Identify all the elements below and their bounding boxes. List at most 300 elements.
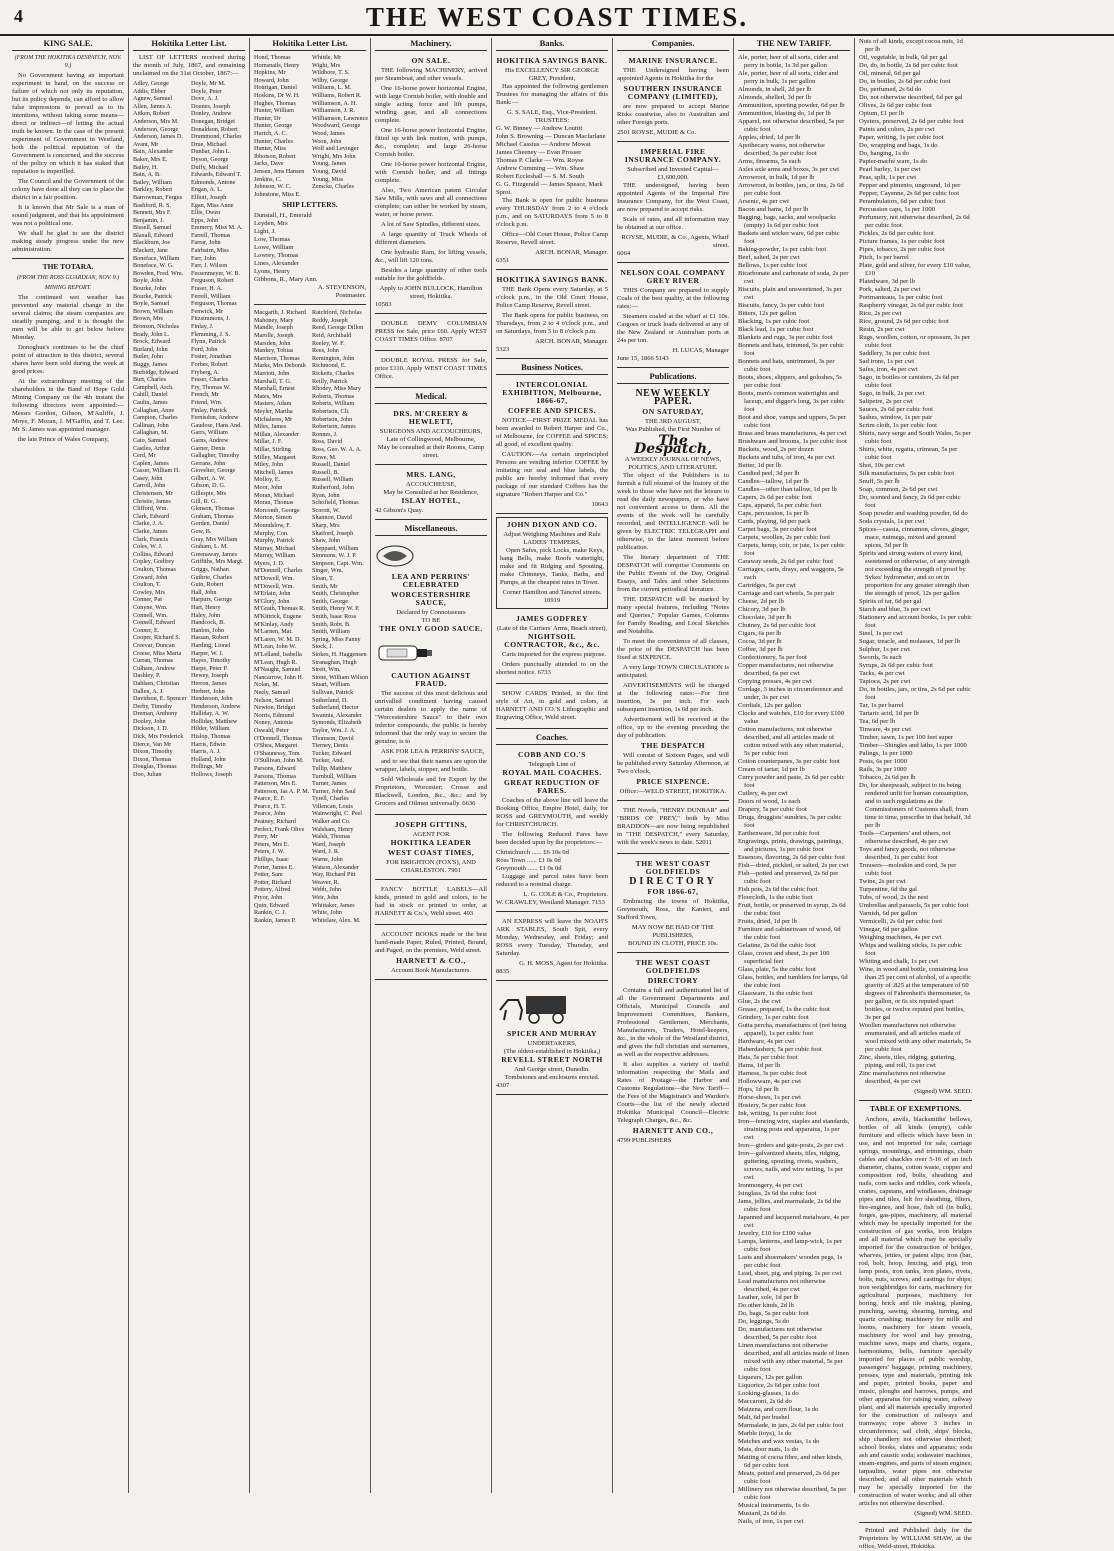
list-item: Hourigan, Daniel (254, 84, 297, 92)
press-ad (375, 354, 487, 388)
list-item: Hayes, Timothy (191, 657, 231, 665)
tariff-item: Harness, 3s per cubic foot (738, 1070, 807, 1077)
tariff-item: Caps, percussion, 1s per lb (738, 510, 809, 517)
tariff-item: Raspberry vinegar, 2s 6d per cubic foot (859, 302, 963, 309)
tariff-item: Umbrellas and parasols, 5s per cubic foot (859, 902, 969, 909)
list-item: Farrar, John (191, 239, 221, 247)
tariff-item: Glassware, 1s the cubic foot (738, 990, 813, 997)
list-item: Marshall, Ernest (254, 385, 295, 393)
paragraph: The object of the Publishers is to furnish a full résumé of the history of the week to those who have not the leisure to read the daily newspapers, or who have not convenient access to them. All the events of the week will be carefully recorded, and INTELLIGENCE will be given by ELECTRIC TELEGRAPH and otherwise, to the latest moment before publication. (617, 472, 729, 551)
list-item: Fraser, Charles (191, 376, 229, 384)
list-item: Neely, Samuel (254, 688, 291, 696)
list-item: Ellis, Owen (191, 209, 221, 217)
list-item: Finlay, Patrick (191, 406, 228, 414)
ad-number: 5323 (496, 346, 510, 353)
list-item: Clarke, J. A. (133, 520, 164, 528)
ad-title: HOKITIKA SAVINGS BANK. (496, 275, 608, 284)
list-item: G. G. Fitzgerald — James Speace, Mark Sprot. (496, 181, 603, 196)
tariff-item: Drugs, druggists' sundries, 3s per cubic foot (738, 814, 842, 829)
list-item: Smith, Christopher (312, 590, 360, 598)
tariff-item: Varnish, 6d per gallon (859, 910, 918, 917)
list-item: Campbell, Arch. (133, 383, 174, 391)
tariff-item: Sago, in bulk, 2s per cwt (859, 390, 925, 397)
column-tariff-2 (855, 38, 976, 1550)
ad-title: JOSEPH GITTINS, (394, 820, 468, 829)
dixon-ad (496, 517, 608, 609)
tariff-item: Carriages, carts, drays, and waggons, 5s each (738, 566, 844, 581)
tariff-item: Do, in bottles, jars, or tins, 2s 6d per cubic foot (859, 686, 971, 701)
list-item: Farr, John (191, 254, 216, 262)
list-item: Marriott, John (254, 370, 290, 378)
list-item: Smith, Mr (312, 582, 338, 590)
ad-line: WEST COAST TIMES, (387, 848, 475, 857)
list-item: Benjamin, J. (133, 216, 165, 224)
list-item: M'Lean, John W. (254, 643, 297, 651)
tariff-item: Japanned and lacquered metalware, 4s per cwt (738, 1214, 850, 1229)
list-item: Cowley, Mrs (133, 588, 165, 596)
list-item: Watson, Alexander (312, 863, 359, 871)
column-companies (613, 38, 734, 1493)
ad-title: MARINE INSURANCE. (628, 56, 718, 65)
paragraph: To meet the convenience of all classes, the price of the DESPATCH has been fixed at SIXPENCE. (617, 638, 729, 661)
ad-title: COBB AND CO.'S (518, 750, 586, 759)
list-item: Reeley, W. F. (312, 339, 345, 347)
list-item: Turner, James (312, 780, 347, 788)
ad-title: HOKITIKA SAVINGS BANK. (496, 56, 608, 65)
ad-line: (Late of the Carriers' Arms, Beach street), (496, 625, 608, 632)
list-item: Reed, George Dillon (312, 324, 364, 332)
list-item: M'Dowell, Wm. (254, 575, 295, 583)
list-item: M'Kinlay, Andy (254, 620, 294, 628)
list-item: Farr, J. Wilson (191, 262, 228, 270)
tariff-item: Timber, sawn, 1s per 100 feet super (859, 734, 953, 741)
tariff-item: Glass, plate, 5s the cubic foot (738, 966, 816, 973)
list-item: Coulton, T. (133, 581, 161, 589)
tariff-item: Lasts and shoemakers' wooden pegs, 1s per cubic foot (738, 1254, 843, 1269)
ad-line: Account Book Manufacturers. (390, 967, 472, 974)
list-item: Fenwick, Mr (191, 307, 223, 315)
list-item: Hoskins, Dr W. H. (254, 91, 300, 99)
list-item: James Cheeney — Evan Prosser (496, 149, 582, 156)
list-item: Graham, L. M. (191, 543, 228, 551)
tariff-item: Saltpetre, 2s per cwt (859, 398, 913, 405)
ad-body: Scale of rates, and all information may be obtained at our office. (617, 216, 729, 231)
tariff-item: Oil, mineral, 6d per gal (859, 70, 921, 77)
tariff-item: Glue, 2s the cwt (738, 998, 781, 1005)
list-item: Anderson, George (133, 125, 179, 133)
ad-title: IMPERIAL FIRE INSURANCE COMPANY. (624, 147, 722, 164)
tariff-item: Matches and wax vestas, 1s do (738, 1438, 820, 1445)
tariff-item: Chutney, 2s 6d per cubic foot (738, 622, 816, 629)
list-item: Henderson, John (191, 695, 233, 703)
list-item: Fryberg, A. (191, 368, 220, 376)
list-item: Ross, David (312, 438, 343, 446)
ad-body: NOTICE—FIRST PRIZE MEDAL has been awarded to Robert Harper and Co., of Melbourne, for COFFEE and SPICES; all good, of excellent quality. (496, 417, 608, 448)
ad-signature: ROYSE, MUDIE, & Co., Agents, Wharf street. (621, 234, 729, 249)
article-body (12, 294, 124, 434)
tariff-item: Picture frames, 1s per cubic foot (859, 238, 945, 245)
list-item: Fitzsimmons, J. (191, 315, 231, 323)
list-item: Patterson, Jas A. P. M. (254, 787, 310, 795)
tariff-item: Ink, writing, 1s per cubic foot (738, 1110, 817, 1117)
list-item: Peters, Mrs E. (254, 840, 290, 848)
list-item: Symonds, Elizabeth (312, 719, 362, 727)
list-item: Stranaghan, Hugh (312, 658, 357, 666)
list-item: Hornsnails, Henry (254, 61, 300, 69)
list-item: Morcomb, George (254, 506, 300, 514)
tariff-item: Looking-glasses, 1s do (738, 1390, 799, 1397)
list-item: Curran, Thomas (133, 657, 174, 665)
list-item: Smith, George (312, 597, 348, 605)
column-heading: Hokitika Letter List. (133, 38, 245, 51)
ad-line: DIRECTORY (647, 976, 699, 985)
press-ads (375, 317, 487, 388)
list-item: Way, Richard Pitt (312, 871, 356, 879)
list-item: Blackburn, Joe (133, 239, 171, 247)
tariff-item: Posts, 6s per 1000 (859, 758, 907, 765)
tariff-item: Opium, £1 per lb (859, 110, 905, 117)
list-item: Copley, Godfrey (133, 558, 175, 566)
list-item: Swannie, Alexander (312, 711, 362, 719)
list-item: Wildbore, T. S. (312, 69, 350, 77)
paragraph: One hydraulic Ram, for lifting vessels, &c., will lift 120 tons. (375, 249, 487, 264)
gittins-ad (375, 818, 487, 880)
ad-line: ISLAY HOTEL, (401, 496, 461, 505)
tariff-item: Copper manufactures, not otherwise described, 6s per cwt (738, 662, 834, 677)
list-item: Callaghan, Anne (133, 406, 175, 414)
list-item: Ford, John (191, 345, 218, 353)
tariff-item: Do, not otherwise described, 6d per gal (859, 94, 963, 101)
tariff-item: Candied peel, 3d per lb (738, 470, 800, 477)
ad-line: Adjust Weighing Machines and Rule LADIES' TEMPERS, (503, 531, 601, 546)
tariff-item: Arrowroot, in bulk, 1d per lb (738, 174, 815, 181)
list-item: M'Naught, Samuel (254, 666, 301, 674)
express-ad (496, 915, 608, 981)
ad-body: DOUBLE DEMY COLUMBIAN PRESS for Sale, price £60. Apply WEST COAST TIMES Office. 8707 (375, 320, 487, 343)
section-heading: Miscellaneous. (375, 523, 487, 536)
tariff-item: Cotton counterpanes, 3s per cubic foot (738, 758, 840, 765)
trustee-list (496, 125, 608, 197)
list-item: Barrowman, Fergus (133, 193, 183, 201)
tariff-item: Pitch, 1s per barrel (859, 254, 909, 261)
column-letter-list-1 (129, 38, 250, 1493)
tariff-item: Malt, 6d per bushel (738, 1414, 790, 1421)
tariff-item: Syrups, 2s 6d per cubic foot (859, 662, 933, 669)
ad-line: ON SATURDAY, (642, 407, 704, 416)
list-item: Lowrey, Thomas (254, 252, 299, 260)
divider (12, 258, 124, 259)
list-item: Castles, Arthur (133, 444, 171, 452)
list-item: Hughes, Thomas (254, 99, 296, 107)
tariff-item: Hollowware, 4s per cwt (738, 1078, 801, 1085)
despatch-ad (617, 387, 729, 801)
list-item: Griggs, Nathan (191, 566, 229, 573)
list-item: Conner, E. (133, 626, 160, 634)
ad-signature: L. G. COLE & Co., Proprietors. (523, 891, 608, 898)
list-item: Brown, Mrs (133, 315, 163, 323)
tariff-item: Axles axle arms and boxes, 3s per cwt (738, 166, 840, 173)
column-heading: Companies. (617, 38, 729, 51)
ad-body: Coaches of the above line will leave the Booking Office, Empire Hotel, daily, for ROSS and GREYMOUTH, and weekly for CHRISTCHURCH. (496, 797, 608, 828)
closing-line: the late Prince of Wales Company, (18, 436, 109, 443)
tariff-item: Zinc, sheets, tiles, ridging, guttering, piping, and roll, 1s per cwt (859, 1054, 956, 1069)
tariff-item: Marble (toys), 1s do (738, 1430, 792, 1437)
list-item: Russell, William (312, 476, 354, 484)
list-item: Bissell, Samuel (133, 224, 172, 232)
list-item: Howard, John (254, 76, 289, 84)
list-item: Tullip, Matthew (312, 764, 352, 772)
tariff-item: Almonds, in shell, 2d per lb (738, 86, 812, 93)
tariff-item: Spirits of tar, 6d per gal (859, 598, 922, 605)
list-item: Hall, John (191, 588, 217, 596)
list-item: Johnson, W. C. (254, 183, 292, 191)
list-item: Conner, Pat (133, 596, 162, 604)
list-item: Baker, Mrs E. (133, 155, 168, 163)
list-item: M'Glory, John (254, 597, 290, 605)
tariff-item: Hosiery, 5s per cubic foot (738, 1102, 806, 1109)
tariff-item: Tartaric acid, 1d per lb (859, 710, 919, 717)
list-item: Hollows, Joseph (191, 771, 232, 779)
list-item: Bain, A. B. (133, 171, 161, 179)
list-item: Millar, J. F. (254, 438, 283, 446)
tariff-item: Furniture and cabinetware of wood, 6d the cubic foot (738, 926, 841, 941)
list-item: Fairbairn, Miss (191, 247, 229, 255)
list-item: Nelson, Samuel (254, 696, 294, 704)
list-item: Hewey, Joseph (191, 672, 229, 680)
list-item: Adley, George (133, 80, 169, 87)
list-item: Murphy, Con. (254, 529, 289, 537)
list-item: Callinan, John (133, 421, 169, 429)
list-item: Shatford, Joseph (312, 529, 354, 537)
list-item: Bennett, Mrs F. (133, 209, 172, 217)
paragraph: ASK FOR LEA & PERRINS' SAUCE, (381, 748, 485, 755)
tariff-item: Apparel, not otherwise described, 5s per cubic foot (738, 118, 845, 133)
list-item: Christensen, Mr (133, 490, 173, 498)
tariff-item: Biscuits, fancy, 3s per cubic foot (738, 302, 825, 309)
column-tariff-1 (734, 38, 855, 1525)
list-item: Christie, James (133, 497, 171, 505)
tariff-item: Do, leggings, 5s do (738, 1318, 790, 1325)
tariff-item: Rice, 2s per cwt (859, 310, 902, 317)
list-item: Halliday, A. W. (191, 710, 229, 718)
list-item: M'Kittrick, Eugene (254, 613, 302, 621)
divider (859, 1522, 972, 1523)
list-item: Gaudose, Hans And. (191, 421, 242, 429)
list-item: Farrell, Thomas (191, 231, 231, 239)
tariff-item: Nails, of iron, 1s per cwt (738, 1518, 804, 1525)
list-item: Simmons, W. J. P. (312, 552, 357, 560)
list-item: Allen, James A. (133, 102, 173, 110)
tariff-item: Sad irons, 1s per cwt (859, 358, 915, 365)
tariff-item: Plate, gold and silver, for every £10 value, £10 (859, 262, 971, 277)
list-item: Gibson, D. G. (191, 482, 226, 490)
tariff-item: Spirits and strong waters of every kind, sweetened or otherwise, of any strength not exceeding the strength of proof by Sykes' hydrometer, and so on in proportion for any greater strength than the strength of proof, 12s per gallon (859, 550, 970, 597)
ad-title: INTERCOLONIAL EXHIBITION, Melbourne, 1866-67, (502, 380, 602, 405)
list-item: Friend, Wm. (191, 398, 223, 406)
list-item: Dierce, Van Mr (133, 740, 172, 748)
tariff-item: Saddlery, 3s per cubic foot (859, 350, 930, 357)
ad-body: are now prepared to accept Marine Risks coastwise, also to Australian and other Foreign ports. (617, 103, 729, 126)
list-item: Marks, Mrs Deborah (254, 362, 306, 370)
hearse-icon (496, 990, 586, 1024)
list-item: Wainwright, C. Peel (312, 810, 363, 818)
list-item: Stuart, William (312, 681, 350, 689)
tariff-item: Gutta percha, manufactures of (not being apparel), 1s per cubic foot (738, 1022, 847, 1037)
paragraph: THE DESPATCH will be marked by many special features, including "Notes and Queries," Popular Games, Columns for Family Reading, and Local Sketches and Notabilia. (617, 596, 729, 635)
list-item: Pearce, E. F. (254, 795, 285, 803)
list-item: Clark, Francis (133, 535, 169, 543)
tariff-item: Cocoa, 3d per lb (738, 638, 782, 645)
list-item: Pearce, John (254, 810, 286, 818)
tariff-item: Brass and brass manufactures, 4s per cwt (738, 430, 847, 437)
tariff-item: Tea, 6d per lb (859, 718, 896, 725)
list-item: Boneface, William (133, 254, 180, 262)
tariff-item: Soda crystals, 1s per cwt (859, 518, 925, 525)
list-item: Hilder, William (191, 725, 230, 733)
list-item: Ratchford, Nicholas (312, 309, 362, 317)
list-item: Russell, B. (312, 468, 339, 476)
list-item: Griffiths, Mrs Margt. (191, 558, 244, 566)
list-item: Dove, A. J. (191, 95, 219, 103)
tariff-item: Ammunition, sporting powder, 6d per lb (738, 102, 845, 109)
list-item: Ferrell, William (191, 292, 231, 300)
tariff-item: Cordage, 3 inches in circumference and under, 3s per cwt (738, 686, 843, 701)
list-item: Hassan, Robert (191, 634, 229, 642)
list-item: Rankin, James P. (254, 916, 296, 924)
list-item: Rankin, C. J. (254, 909, 287, 917)
tariff-item: Cigars, 6s per lb (738, 630, 782, 637)
list-item: Edwards, Edward T. (191, 171, 242, 179)
ad-signature: 2501 ROYSE, MUDIE & Co. (617, 129, 697, 136)
list-item: Dunbar, John L. (191, 148, 231, 156)
ad-line: AGENT FOR (412, 831, 450, 838)
tariff-item: Horse-shoes, 1s per cwt (738, 1094, 801, 1101)
list-item: Hurtch, A. C. (254, 129, 288, 137)
tariff-item: Leather, sole, 1d per lb (738, 1294, 799, 1301)
list-item: Bailey, William (133, 178, 172, 186)
list-item: Perry, Mr (254, 833, 278, 841)
paragraph: A lot of Saw Spindles, different sizes. (381, 221, 481, 228)
list-item: Harris, A. J. (191, 748, 221, 756)
ad-body: Contains a full and authenticated list of all the Government Departments and Officials, Municipal Councils and Improvement Committees, Bankers, Professional Gentlemen, Merchants, Manufacturers, Traders, Hotel-keepers, &c., in the whole of the Westland district, and gives the full christian and surnames, as well as the respective addresses. (617, 987, 729, 1058)
tariff-item: Rugs, woollen, cotton, or opossum, 3s per cubic foot (859, 334, 970, 349)
divider (254, 304, 366, 305)
tariff-item: Biscuits, plain and unsweetened, 3s per cwt (738, 286, 842, 301)
list-item: Zemcke, Charles (312, 183, 354, 191)
medical-ad (375, 468, 487, 520)
list-item: Tucker, And. (312, 757, 345, 765)
name-list (254, 54, 369, 198)
list-item: M'Erlain, John (254, 590, 291, 598)
tariff-item: Fish—potted and preserved, 2s 6d per cubic foot (738, 870, 839, 885)
list-item: Dahlsen, Christian (133, 679, 180, 687)
list-item: Burbidge, Edward (133, 368, 179, 376)
list-item: Dounes, Joseph (191, 102, 230, 110)
list-item: Doo, Julian (133, 771, 162, 779)
list-item: Woodward, George (312, 122, 361, 130)
list-item: M'Lean, Hugh R. (254, 658, 298, 666)
crest-icon (375, 544, 415, 568)
list-item: Brown, William (133, 307, 173, 315)
list-item: Gow, B. (191, 528, 212, 536)
ad-date: June 15, 1866 5143 (617, 355, 669, 362)
ad-body: AN EXPRESS will leave the NOAH'S ARK STABLES, South Spit, every Monday, Wednesday, and Friday; and ROSS every Tuesday, Thursday, and Saturday. (496, 918, 608, 957)
paragraph: Besides a large quantity of other tools suitable for the goldfields. (375, 267, 487, 282)
list-item: Dreman, Anthony (133, 710, 178, 718)
machinery-ad (375, 54, 487, 314)
list-item: Roberts, Thomas (312, 392, 355, 400)
ad-body: Office—Old Court House, Police Camp Reserve, Revell street. (496, 231, 608, 246)
list-item: Dyson, George (191, 155, 229, 163)
tariff-item: Tubs, of wood, 2s the nest (859, 894, 929, 901)
tariff-item: Peas, split, 1s per cwt (859, 174, 917, 181)
list-item: Guthrie, Charles (191, 573, 232, 581)
tariff-item: Doors of wood, 1s each (738, 798, 801, 805)
savings-bank-ad (496, 54, 608, 270)
ad-body (375, 690, 487, 808)
list-item: M'Grath, Thomas R. (254, 605, 305, 613)
list-item: Engan, A. L. (191, 186, 223, 194)
section-heading: Publications. (617, 371, 729, 384)
column-letter-list-2 (250, 38, 371, 1493)
paragraph: The Council and the Government of the colony have done all they can to place the district in a fair position. (12, 178, 124, 201)
list-item: Jacks, Dave (254, 160, 284, 168)
list-item: Robertson, James (312, 423, 356, 431)
tariff-item: Maizena, and corn flour, 1s do (738, 1406, 819, 1413)
paragraph: We shall be glad to see the district making steady progress under the new administration. (12, 230, 124, 253)
list-item: Donaldson, Robert (191, 125, 238, 133)
ad-body: THIS Company are prepared to supply Coals of the best quality, at the following rates:— (617, 287, 729, 310)
ad-body: DOUBLE ROYAL PRESS for Sale, price £110. Apply WEST COAST TIMES Office. (375, 357, 487, 380)
tariff-item: Silk manufactures, 5s per cubic foot (859, 470, 955, 477)
list-item: Smith, William (312, 628, 350, 636)
ad-body: Steamers coaled at the wharf at £1 10s. Cargoes or truck loads delivered at any of the New Zealand or Australian ports at 24s per ton. (617, 313, 729, 344)
list-item: Miles, James (254, 423, 287, 431)
list-item: Young, David (312, 167, 347, 175)
list-item: Bailey, H. (133, 163, 158, 171)
trustees-heading: TRUSTEES: (534, 117, 570, 124)
ad-line: G. S. SALE, Esq., Vice-President. (507, 109, 597, 116)
ad-line: THE DESPATCH (640, 741, 706, 750)
list-item: Williamson, J. R. (312, 107, 355, 115)
paragraph: The success of this most delicious and unrivalled condiment having caused certain dealers to apply the name of "Worcestershire Sauce" to their own inferior compounds, the public is hereby informed that the only way to secure the genuine, is to (375, 690, 487, 745)
list-item: Murray, Michael (254, 544, 296, 552)
list-item: Blackett, Jane (133, 247, 168, 255)
tariff-item: Earthenware, 3d per cubic foot (738, 830, 820, 837)
tariff-item: Palings, 1s per 1000 (859, 750, 913, 757)
list-item: Hislop, Thomas (191, 733, 231, 741)
list-item: Hunter, Dr (254, 114, 281, 122)
ad-line: SOUTHERN INSURANCE COMPANY (LIMITED), (623, 84, 723, 101)
paragraph: One 10-horse power horizontal Engine, with Cornish boiler, and all fittings complete. (375, 161, 487, 184)
list-item: Perfect, Frank Olive (254, 825, 305, 833)
tariff-item: Baking-powder, 1s per cubic foot (738, 246, 827, 253)
tariff-item: Brushware and brooms, 1s per cubic foot (738, 438, 847, 445)
tariff-item: Whiting and chalk, 1s per cwt (859, 958, 939, 965)
list-item: Casser, William H. (133, 467, 180, 475)
list-item: Rees, John (312, 347, 339, 355)
list-item: Dashley, P. (133, 672, 161, 680)
ad-body: CAUTION.—As certain unprincipled Persons are vending inferior COFFEE by imitating our seal and blue labels, the public are hereby informed that every package of our standard Coffees has the signature "Robert Harper and Co." (496, 451, 608, 498)
list-item: Barkley, Robert (133, 186, 173, 194)
list-item: Marrison, Thomas (254, 354, 300, 362)
ad-contact: Apply to JOHN BULLOCK, Hamilton street, Hokitika. (379, 285, 483, 300)
ad-body: Has appointed the following gentlemen Trustees for managing the affairs of this Bank:— (496, 83, 608, 106)
exemptions-text: Anchors, anvils, blacksmiths' bellows, bottles of all kinds (empty), cable furniture and effects which have been in use, and not imported for sale, carriage springs, mountings, and trimmings, chain cables and shackles over 5-16 of an inch diameter, chains, cotton waste, copper and composition rod, bolts, sheathing and nails, corn sacks and riddles, cork wheels, cranes, capstans, and windlasses, drainage pipes and tiles, felt for sheathing, filters, fire-engines, and hose, fish oil (in bulk), forges, gas-pipes, machinery, all material which may be specially imported for the construction of gas works, iron bridges and all material which may be specially imported for the construction of bridges, wharves, jetties, or patent slips; iron (bar, rod, bolt, hoop, fencing, and pig), iron lamp posts, iron tanks, iron plates, rivets, bolts, nuts, screws, and castings for ships; iron weighbridges for carts, machinery for agricultural purposes, machinery for boring, brick and tile making, planing, punching, sawing, shearing, turning, and quartz crushing; machinery for mills and looms, machinery for steam vessels, machinery for wool and hay pressing, machine saws, maps and charts, organs, harmoniums, bells, furniture specially imported for places of public worship, passengers' baggage, printing machinery, presses, type and materials, printing ink and paper, printed books, paper and music, ploughs and harrows, pumps, and other apparatus for raising water, railway plant, and all materials specially imported for the construction of railways and tramways; rope above 3 inches in circumference; sail cloth, ships' blocks, ship chandlery not otherwise described; school books, slates and apparatus; soda ash and caustic soda; sodawater machines, steam-engines, and parts of steam engines; tarpaulins, water pipes not otherwise described; and all other materials which may be specially imported for the construction of water works; and all other articles not otherwise described. (859, 1116, 972, 1507)
tariff-item: Buckets, wood, 2s per dozen (738, 446, 814, 453)
list-item: Andrew Cumming — Wm. Shaw (496, 165, 585, 172)
tariff-item: Hops, 1d per lb (738, 1086, 779, 1093)
